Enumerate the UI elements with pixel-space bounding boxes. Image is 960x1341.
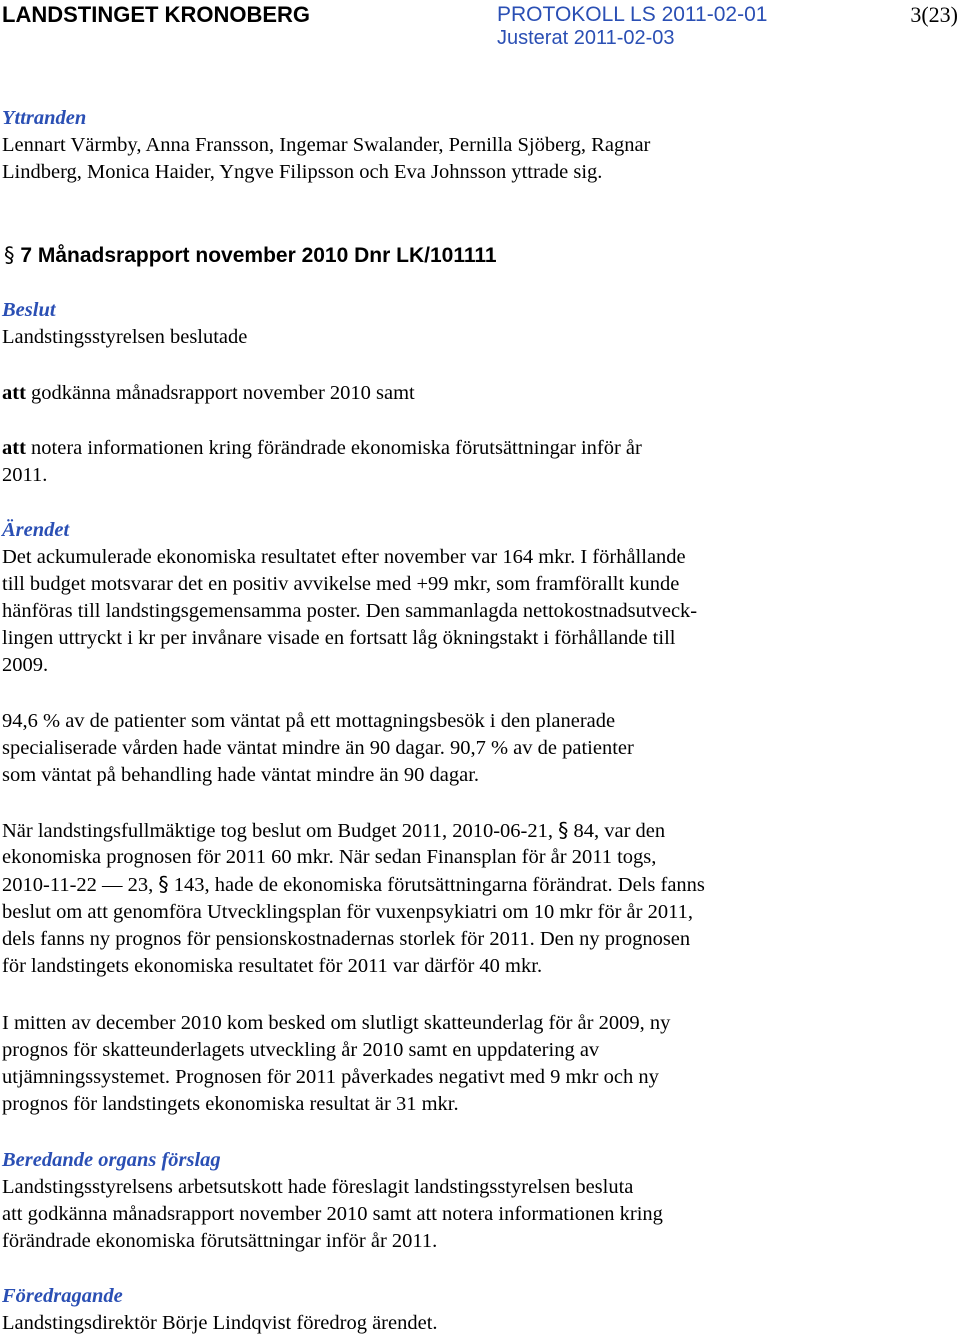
justerat-date: Justerat 2011-02-03 [497, 27, 675, 49]
att-keyword: att [2, 382, 26, 404]
paragraph-line [2, 871, 705, 900]
arendet-heading: Ärendet [2, 519, 70, 541]
text-segment: 143, hade de ekonomiska förutsättningarna förändrat. Dels fanns [173, 874, 705, 896]
paragraph-line: utjämningssystemet. Prognosen för 2011 påverkades negativt med 9 mkr och ny [2, 1066, 659, 1088]
paragraph-line: prognos för landstingets ekonomiska resultat är 31 mkr. [2, 1093, 459, 1115]
paragraph-line: beslut om att genomföra Utvecklingsplan för vuxenpsykiatri om 10 mkr för år 2011, [2, 901, 693, 923]
paragraph-line [2, 817, 665, 846]
beredande-heading: Beredande organs förslag [2, 1149, 221, 1171]
foredragande-heading: Föredragande [2, 1285, 123, 1307]
yttranden-heading: Yttranden [2, 107, 87, 129]
paragraph-line: lingen uttryckt i kr per invånare visade en fortsatt låg ökningstakt i förhållande till [2, 627, 676, 649]
section-symbol: § [558, 818, 569, 842]
decision-text-cont: 2011. [2, 464, 48, 486]
decision-text: notera informationen kring förändrade ekonomiska förutsättningar inför år [31, 437, 642, 459]
organization-name: LANDSTINGET KRONOBERG [2, 2, 310, 27]
text-segment: 84, var den [573, 820, 666, 842]
paragraph-line: hänföras till landstingsgemensamma poster. Den sammanlagda nettokostnadsutveck- [2, 600, 698, 622]
text-segment: 2010-11-22 ― 23, [2, 874, 154, 896]
paragraph-line: Landstingsstyrelsens arbetsutskott hade föreslagit landstingsstyrelsen besluta [2, 1176, 634, 1198]
paragraph-line: dels fanns ny prognos för pensionskostnadernas storlek för 2011. Den ny prognosen [2, 928, 691, 950]
paragraph-line: ekonomiska prognosen för 2011 60 mkr. När sedan Finansplan för år 2011 togs, [2, 846, 657, 868]
page-number: 3(23) [910, 2, 958, 27]
paragraph-line: som väntat på behandling hade väntat mindre än 90 dagar. [2, 764, 480, 786]
att-keyword: att [2, 437, 26, 459]
paragraph-line: för landstingets ekonomiska resultatet för 2011 var därför 40 mkr. [2, 955, 543, 977]
yttranden-line: Lindberg, Monica Haider, Yngve Filipsson och Eva Johnsson yttrade sig. [2, 161, 603, 183]
yttranden-line: Lennart Värmby, Anna Fransson, Ingemar Swalander, Pernilla Sjöberg, Ragnar [2, 134, 651, 156]
paragraph-line: att godkänna månadsrapport november 2010 samt att notera informationen kring [2, 1203, 663, 1225]
decision-text: godkänna månadsrapport november 2010 samt [31, 382, 415, 404]
beslut-intro: Landstingsstyrelsen beslutade [2, 326, 248, 348]
paragraph-line: förändrade ekonomiska förutsättningar inför år 2011. [2, 1230, 438, 1252]
paragraph-line: 94,6 % av de patienter som väntat på ett mottagningsbesök i den planerade [2, 710, 616, 732]
text-segment: När landstingsfullmäktige tog beslut om Budget 2011, 2010-06-21, [2, 820, 553, 842]
section-symbol: § [158, 872, 169, 896]
beslut-heading: Beslut [2, 299, 56, 321]
paragraph-line: 2009. [2, 654, 49, 676]
decision-point [2, 380, 415, 408]
paragraph-line: I mitten av december 2010 kom besked om slutligt skatteunderlag för år 2009, ny [2, 1012, 671, 1034]
paragraph-line: prognos för skatteunderlagets utveckling år 2010 samt en uppdatering av [2, 1039, 600, 1061]
item-title-text: 7 Månadsrapport november 2010 Dnr LK/101111 [20, 244, 497, 267]
paragraph-line: specialiserade vården hade väntat mindre än 90 dagar. 90,7 % av de patienter [2, 737, 634, 759]
paragraph-line: till budget motsvarar det en positiv avvikelse med +99 mkr, som framförallt kunde [2, 573, 680, 595]
item-title [4, 240, 497, 271]
decision-point [2, 435, 642, 463]
paragraph-line: Landstingsdirektör Börje Lindqvist föredrog ärendet. [2, 1312, 438, 1334]
paragraph-line: Det ackumulerade ekonomiska resultatet efter november var 164 mkr. I förhållande [2, 546, 686, 568]
protocol-label: PROTOKOLL LS 2011-02-01 [497, 3, 768, 26]
section-symbol: § [4, 243, 15, 267]
